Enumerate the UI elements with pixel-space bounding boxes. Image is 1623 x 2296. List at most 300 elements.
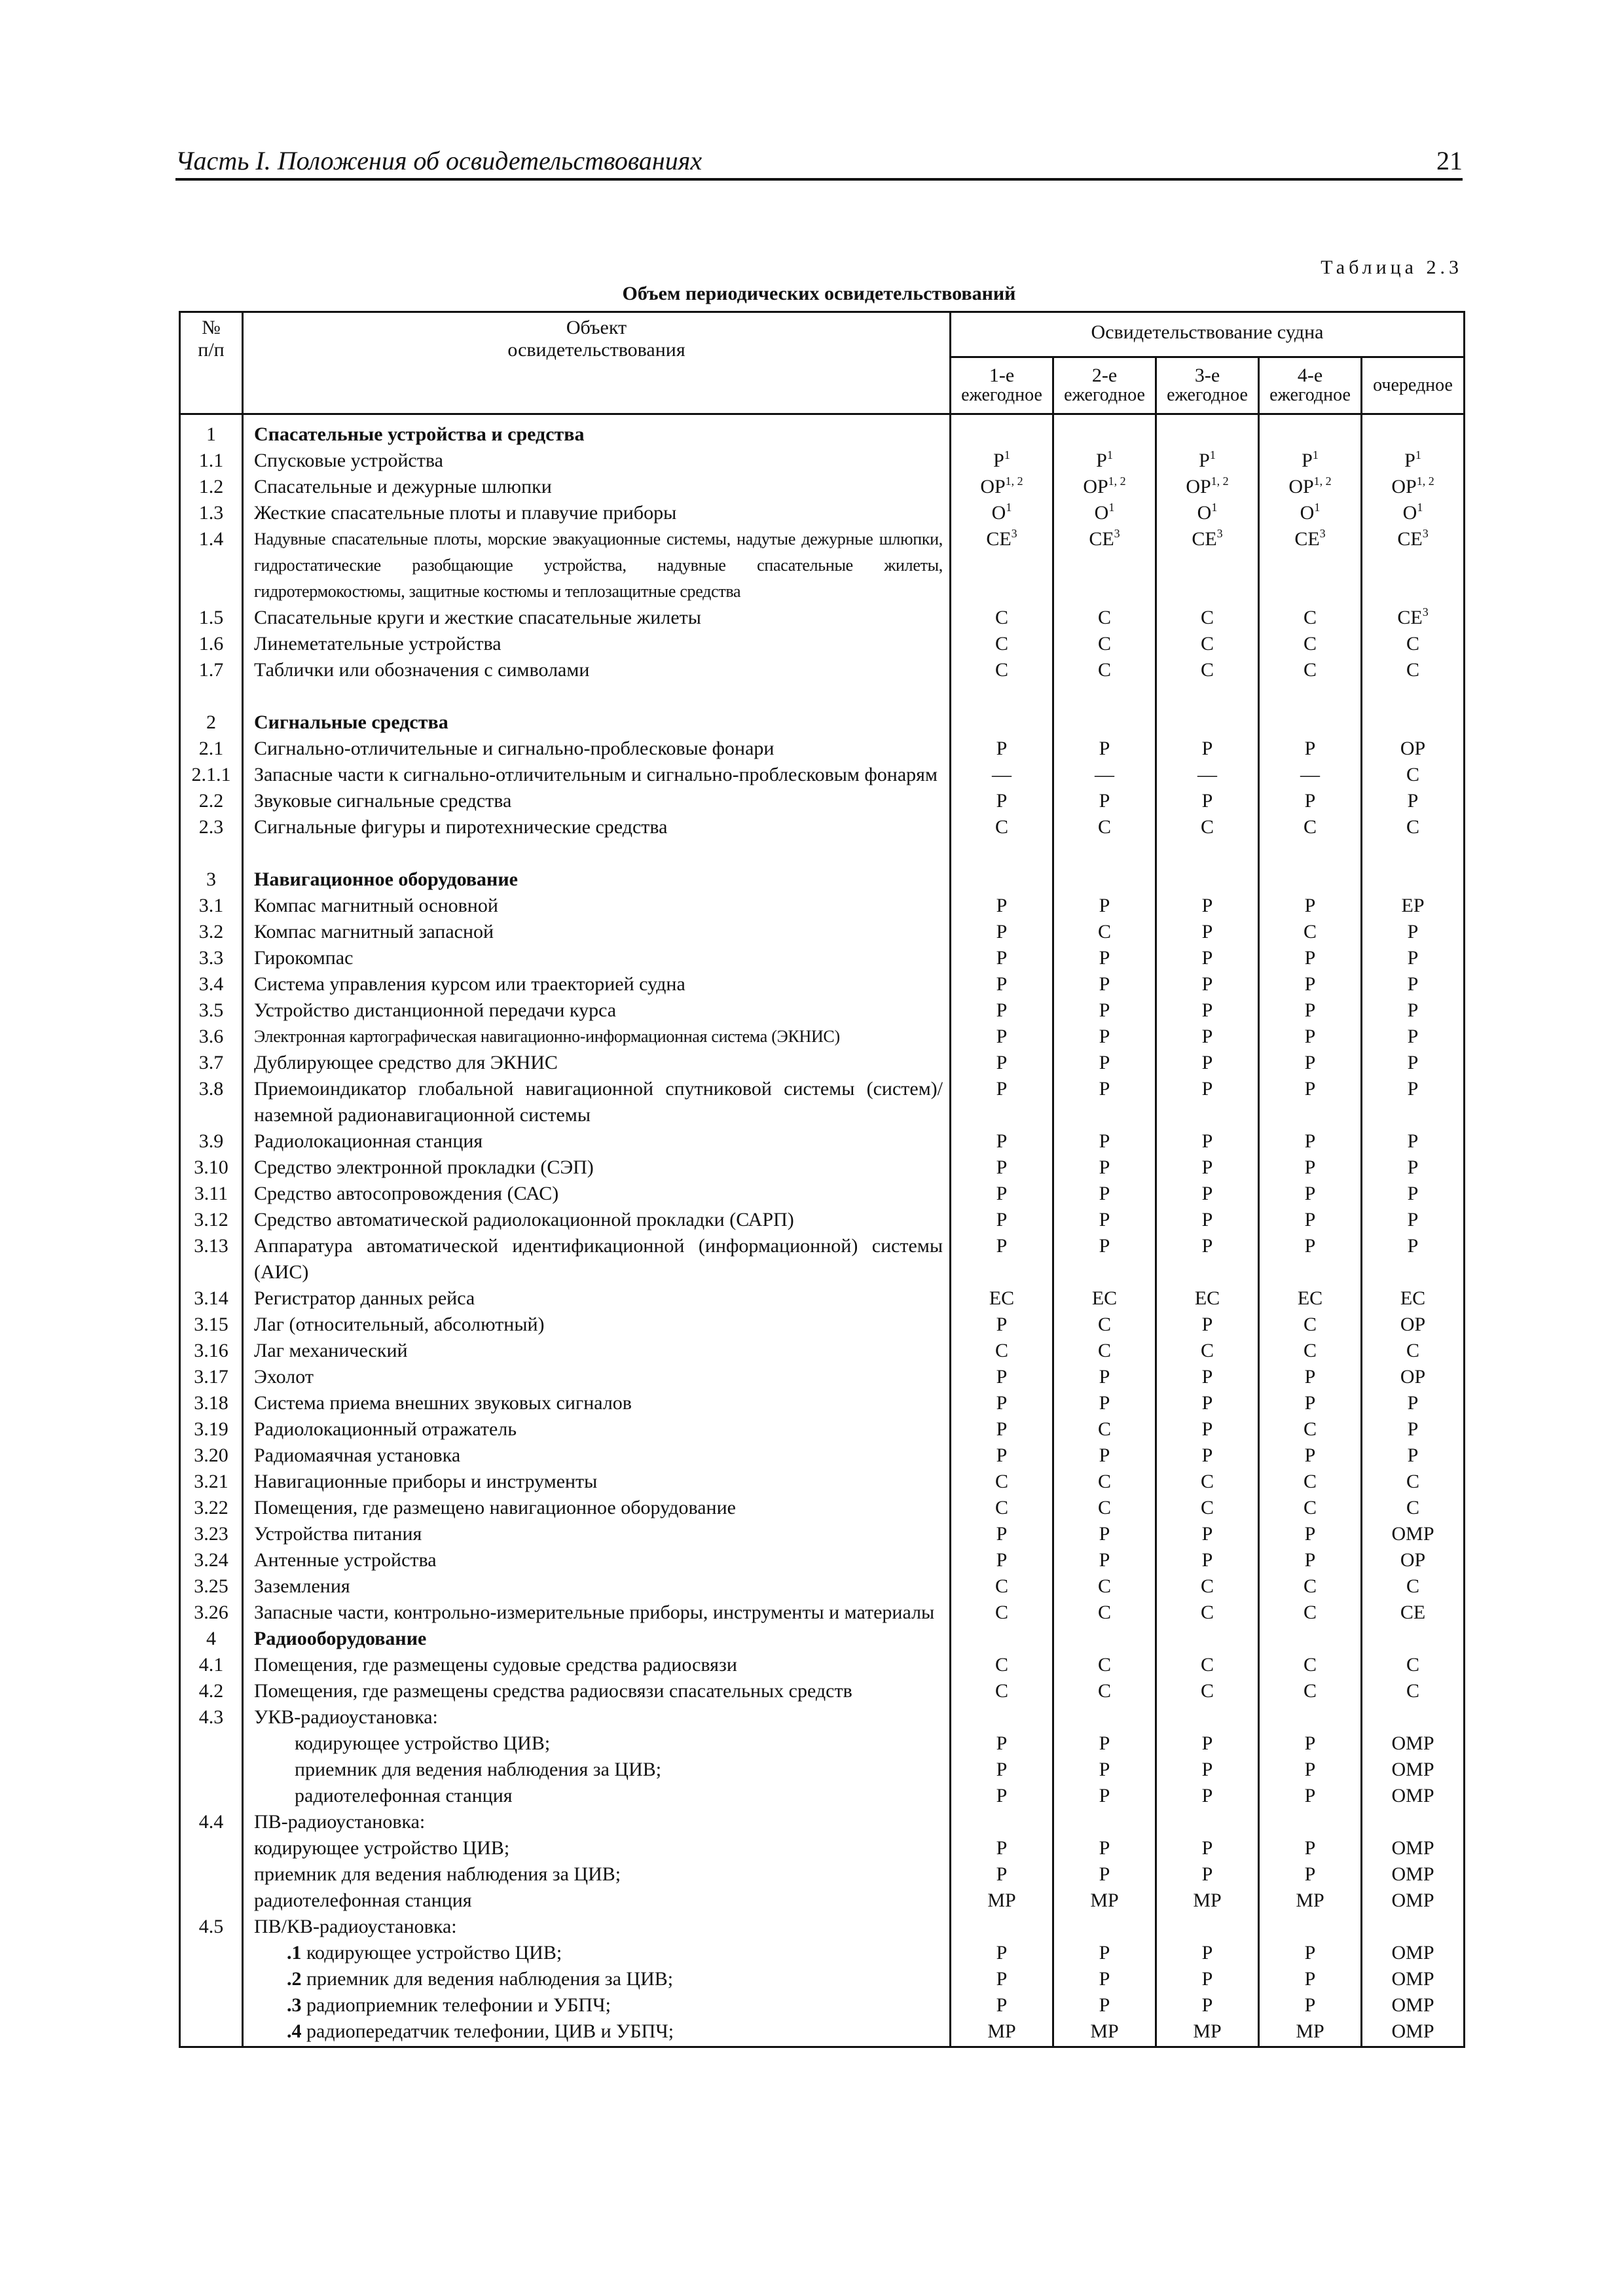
renewal-value: Р — [1362, 1233, 1465, 1285]
annual-3-value — [1156, 1914, 1259, 1940]
renewal-value — [1362, 1704, 1465, 1731]
row-object: Приемоиндикатор глобальной навигационной спутниковой системы (систем)/наземной радионавигационной системы — [243, 1076, 951, 1128]
annual-2-value — [1053, 414, 1156, 448]
row-number: 3.24 — [180, 1547, 243, 1573]
row-number: 1.2 — [180, 474, 243, 500]
row-object: Регистратор данных рейса — [243, 1285, 951, 1312]
annual-1-value: Р — [951, 1050, 1053, 1076]
table-row — [180, 919, 1465, 945]
annual-3-value: Р — [1156, 1128, 1259, 1155]
annual-2-value: Р — [1053, 1024, 1156, 1050]
column-header-object: Объект освидетельствования — [243, 312, 951, 414]
row-object: радиотелефонная станция — [243, 1783, 951, 1809]
table-row — [180, 605, 1465, 631]
annual-2-value: С — [1053, 1338, 1156, 1364]
table-row — [180, 1050, 1465, 1076]
row-number: 4.3 — [180, 1704, 243, 1731]
row-object: Спусковые устройства — [243, 448, 951, 474]
renewal-value: Р — [1362, 945, 1465, 971]
annual-1-value: $О^1$ — [951, 500, 1053, 526]
row-number: 3.5 — [180, 997, 243, 1024]
annual-1-value: Р — [951, 1128, 1053, 1155]
renewal-value: С — [1362, 1573, 1465, 1600]
row-object: Помещения, где размещено навигационное оборудование — [243, 1495, 951, 1521]
annual-1-value: С — [951, 1652, 1053, 1678]
row-number — [180, 2018, 243, 2047]
annual-4-value: Р — [1259, 1050, 1362, 1076]
annual-2-value: ОР$^{1, 2}$ — [1053, 474, 1156, 500]
annual-4-value: Р — [1259, 1364, 1362, 1390]
annual-2-value: С — [1053, 1678, 1156, 1704]
sub-item-number: .2 — [287, 1968, 302, 1990]
table-row — [180, 1443, 1465, 1469]
footnote-ref: 1, 2 — [1313, 475, 1332, 488]
table-row — [180, 1992, 1465, 2018]
annual-2-value: Р — [1053, 1443, 1156, 1469]
annual-4-value: С — [1259, 1416, 1362, 1443]
annual-2-value: Р — [1053, 971, 1156, 997]
annual-2-value: С — [1053, 919, 1156, 945]
annual-4-value — [1259, 1914, 1362, 1940]
table-row — [180, 474, 1465, 500]
annual-4-value: Р — [1259, 1443, 1362, 1469]
row-object: Лаг механический — [243, 1338, 951, 1364]
annual-2-value: С — [1053, 631, 1156, 657]
annual-1-value: Р — [951, 1076, 1053, 1128]
annual-3-value: Р — [1156, 1155, 1259, 1181]
footnote-ref: 1, 2 — [1108, 475, 1126, 488]
annual-1-value: Р — [951, 893, 1053, 919]
row-object: Заземления — [243, 1573, 951, 1600]
table-row — [180, 736, 1465, 762]
sub-item-number: .1 — [287, 1942, 302, 1964]
annual-2-value: Р — [1053, 1390, 1156, 1416]
annual-4-value: Р — [1259, 893, 1362, 919]
footnote-ref: 1 — [1312, 448, 1319, 461]
table-row — [180, 1155, 1465, 1181]
row-object: Сигнальные фигуры и пиротехнические средства — [243, 814, 951, 840]
footnote-ref: 3 — [1422, 527, 1429, 540]
footnote-ref: 3 — [1114, 527, 1120, 540]
row-number: 1.3 — [180, 500, 243, 526]
annual-2-value: С — [1053, 1573, 1156, 1600]
annual-2-value: С — [1053, 1600, 1156, 1626]
annual-2-value: Р — [1053, 1940, 1156, 1966]
annual-2-value: Р — [1053, 1835, 1156, 1861]
annual-1-value: Р — [951, 1783, 1053, 1809]
row-object: Система управления курсом или траекторией судна — [243, 971, 951, 997]
footnote-ref: 1 — [1106, 448, 1113, 461]
table-row — [180, 526, 1465, 605]
annual-4-value — [1259, 414, 1362, 448]
annual-1-value: Р — [951, 1547, 1053, 1573]
row-number: 2.2 — [180, 788, 243, 814]
table-row — [180, 762, 1465, 788]
annual-4-value — [1259, 867, 1362, 893]
annual-1-value: МР — [951, 2018, 1053, 2047]
annual-3-value — [1156, 867, 1259, 893]
annual-1-value: $СЕ^3$ — [951, 526, 1053, 605]
page-header — [175, 145, 1463, 181]
annual-4-value: С — [1259, 1573, 1362, 1600]
row-number: 3.7 — [180, 1050, 243, 1076]
row-object: Дублирующее средство для ЭКНИС — [243, 1050, 951, 1076]
annual-3-value: $СЕ^3$ — [1156, 526, 1259, 605]
annual-4-value: Р — [1259, 945, 1362, 971]
column-header-annual-4: 4-е ежегодное — [1259, 357, 1362, 414]
annual-3-value: Р — [1156, 1521, 1259, 1547]
table-row — [180, 1704, 1465, 1731]
annual-2-value: МР — [1053, 1888, 1156, 1914]
annual-3-value: С — [1156, 605, 1259, 631]
annual-2-value: Р — [1053, 1076, 1156, 1128]
annual-4-value: Р — [1259, 1207, 1362, 1233]
annual-4-value: С — [1259, 1495, 1362, 1521]
sub-item-text: радиоприемник телефонии и УБПЧ; — [306, 1994, 611, 2016]
renewal-value — [1362, 1809, 1465, 1835]
annual-2-value: $Р^1$ — [1053, 448, 1156, 474]
annual-3-value: Р — [1156, 1443, 1259, 1469]
column-header-group: Освидетельствование судна — [951, 312, 1465, 357]
annual-4-value: Р — [1259, 1547, 1362, 1573]
annual-1-value: Р — [951, 1024, 1053, 1050]
annual-3-value: Р — [1156, 1390, 1259, 1416]
table-row — [180, 1390, 1465, 1416]
spacer-row — [180, 840, 1465, 867]
row-number: 4.2 — [180, 1678, 243, 1704]
annual-2-value: Р — [1053, 1521, 1156, 1547]
annual-1-value: ЕС — [951, 1285, 1053, 1312]
row-number: 1.6 — [180, 631, 243, 657]
table-row — [180, 1600, 1465, 1626]
annual-1-value: Р — [951, 1521, 1053, 1547]
table-row — [180, 814, 1465, 840]
footnote-ref: 1, 2 — [1211, 475, 1229, 488]
annual-3-value: Р — [1156, 1940, 1259, 1966]
annual-1-value — [951, 709, 1053, 736]
annual-3-value: МР — [1156, 2018, 1259, 2047]
row-number — [180, 1966, 243, 1992]
annual-1-value — [951, 867, 1053, 893]
column-header-annual-1: 1-е ежегодное — [951, 357, 1053, 414]
renewal-value: Р — [1362, 1076, 1465, 1128]
annual-4-value: $Р^1$ — [1259, 448, 1362, 474]
annual-3-value: МР — [1156, 1888, 1259, 1914]
annual-1-value: Р — [951, 1835, 1053, 1861]
annual-4-value: Р — [1259, 1783, 1362, 1809]
column-header-annual-3: 3-е ежегодное — [1156, 357, 1259, 414]
annual-4-value: Р — [1259, 1521, 1362, 1547]
row-number: 1.4 — [180, 526, 243, 605]
annual-3-value: Р — [1156, 1076, 1259, 1128]
renewal-value: Р — [1362, 788, 1465, 814]
annual-1-value — [951, 1914, 1053, 1940]
annual-4-value: Р — [1259, 1757, 1362, 1783]
row-object: Система приема внешних звуковых сигналов — [243, 1390, 951, 1416]
annual-4-value: Р — [1259, 997, 1362, 1024]
annual-3-value: С — [1156, 631, 1259, 657]
annual-4-value: С — [1259, 1600, 1362, 1626]
annual-2-value: Р — [1053, 1783, 1156, 1809]
annual-4-value: ОР$^{1, 2}$ — [1259, 474, 1362, 500]
annual-1-value: Р — [951, 1155, 1053, 1181]
table-row — [180, 997, 1465, 1024]
row-number: 3.20 — [180, 1443, 243, 1469]
renewal-value: С — [1362, 1338, 1465, 1364]
annual-2-value: — — [1053, 762, 1156, 788]
annual-3-value: С — [1156, 1600, 1259, 1626]
running-title: Часть I. Положения об освидетельствованиях — [175, 146, 702, 175]
table-row — [180, 788, 1465, 814]
renewal-value: Р — [1362, 1207, 1465, 1233]
renewal-value: ОМР — [1362, 1835, 1465, 1861]
annual-3-value: Р — [1156, 1050, 1259, 1076]
row-number: 3.2 — [180, 919, 243, 945]
row-object: кодирующее устройство ЦИВ; — [243, 1835, 951, 1861]
renewal-value: Р — [1362, 1181, 1465, 1207]
sub-item-text: радиопередатчик телефонии, ЦИВ и УБПЧ; — [306, 2020, 674, 2042]
annual-2-value: Р — [1053, 1547, 1156, 1573]
annual-1-value: С — [951, 1600, 1053, 1626]
annual-1-value: — — [951, 762, 1053, 788]
row-object: Звуковые сигнальные средства — [243, 788, 951, 814]
annual-2-value: С — [1053, 814, 1156, 840]
annual-3-value — [1156, 414, 1259, 448]
annual-2-value — [1053, 867, 1156, 893]
annual-4-value: Р — [1259, 1155, 1362, 1181]
renewal-value: Р — [1362, 1390, 1465, 1416]
footnote-ref: 1 — [1004, 448, 1010, 461]
section-row — [180, 414, 1465, 448]
row-number: 3.26 — [180, 1600, 243, 1626]
renewal-value: Р — [1362, 997, 1465, 1024]
annual-4-value: Р — [1259, 971, 1362, 997]
table-row — [180, 1416, 1465, 1443]
table-row — [180, 971, 1465, 997]
annual-4-value: Р — [1259, 1835, 1362, 1861]
annual-4-value: С — [1259, 657, 1362, 683]
annual-3-value: С — [1156, 657, 1259, 683]
annual-3-value: Р — [1156, 788, 1259, 814]
annual-3-value: С — [1156, 1573, 1259, 1600]
footnote-ref: 3 — [1422, 605, 1429, 619]
annual-1-value — [951, 1704, 1053, 1731]
annual-4-value: $СЕ^3$ — [1259, 526, 1362, 605]
renewal-value — [1362, 867, 1465, 893]
row-object: Аппаратура автоматической идентификационной (информационной) системы (АИС) — [243, 1233, 951, 1285]
renewal-value: ОР — [1362, 736, 1465, 762]
row-object: Компас магнитный основной — [243, 893, 951, 919]
table-row — [180, 1521, 1465, 1547]
row-number: 3.8 — [180, 1076, 243, 1128]
annual-4-value: Р — [1259, 1940, 1362, 1966]
annual-3-value: Р — [1156, 1312, 1259, 1338]
table-row — [180, 893, 1465, 919]
annual-3-value: С — [1156, 1652, 1259, 1678]
annual-1-value: Р — [951, 1312, 1053, 1338]
table-row — [180, 1914, 1465, 1940]
renewal-value: ОМР — [1362, 1521, 1465, 1547]
annual-1-value: Р — [951, 997, 1053, 1024]
renewal-value: ОМР — [1362, 2018, 1465, 2047]
renewal-value: ОР — [1362, 1547, 1465, 1573]
row-number: 2 — [180, 709, 243, 736]
table-body — [180, 414, 1465, 2047]
row-object: Надувные спасательные плоты, морские эвакуационные системы, надутые дежурные шлюпки, гидростатические разобщающие устройства, надувные спасательные жилеты, гидротермокостюмы, защитные костюмы и теплозащитные средства — [243, 526, 951, 605]
annual-1-value: Р — [951, 1443, 1053, 1469]
renewal-value: ОМР — [1362, 1888, 1465, 1914]
renewal-value: С — [1362, 762, 1465, 788]
table-row — [180, 1966, 1465, 1992]
annual-4-value: Р — [1259, 1076, 1362, 1128]
annual-4-value: С — [1259, 814, 1362, 840]
row-number: 3.1 — [180, 893, 243, 919]
renewal-value: $СЕ^3$ — [1362, 605, 1465, 631]
annual-1-value: С — [951, 814, 1053, 840]
row-object: Сигнальные средства — [243, 709, 951, 736]
annual-1-value: ОР$^{1, 2}$ — [951, 474, 1053, 500]
row-object: Средство электронной прокладки (СЭП) — [243, 1155, 951, 1181]
row-object: Жесткие спасательные плоты и плавучие приборы — [243, 500, 951, 526]
annual-3-value — [1156, 1626, 1259, 1652]
annual-3-value: ОР$^{1, 2}$ — [1156, 474, 1259, 500]
table-label: Таблица 2.3 — [1321, 257, 1463, 278]
annual-3-value: Р — [1156, 945, 1259, 971]
renewal-value: СЕ — [1362, 1600, 1465, 1626]
row-number: 3.23 — [180, 1521, 243, 1547]
row-number — [180, 1783, 243, 1809]
annual-1-value: Р — [951, 788, 1053, 814]
annual-4-value: С — [1259, 605, 1362, 631]
annual-3-value: С — [1156, 1495, 1259, 1521]
footnote-ref: 1 — [1415, 448, 1421, 461]
annual-1-value: Р — [951, 1940, 1053, 1966]
row-number: 3.16 — [180, 1338, 243, 1364]
renewal-value: С — [1362, 631, 1465, 657]
column-header-annual-2: 2-е ежегодное — [1053, 357, 1156, 414]
footnote-ref: 1 — [1211, 501, 1218, 514]
row-object: Средство автоматической радиолокационной прокладки (САРП) — [243, 1207, 951, 1233]
annual-3-value: Р — [1156, 971, 1259, 997]
row-number: 3.21 — [180, 1469, 243, 1495]
page-number: 21 — [1436, 146, 1463, 175]
row-number — [180, 1731, 243, 1757]
spacer-row — [180, 683, 1465, 709]
renewal-value: ОМР — [1362, 1757, 1465, 1783]
annual-4-value: Р — [1259, 1390, 1362, 1416]
row-number: 3.14 — [180, 1285, 243, 1312]
annual-2-value — [1053, 709, 1156, 736]
annual-1-value: Р — [951, 1390, 1053, 1416]
annual-2-value — [1053, 1704, 1156, 1731]
row-number: 4.5 — [180, 1914, 243, 1940]
renewal-value — [1362, 414, 1465, 448]
row-object: Устройства питания — [243, 1521, 951, 1547]
row-object: Спасательные круги и жесткие спасательные жилеты — [243, 605, 951, 631]
table-title: Объем периодических освидетельствований — [622, 283, 1016, 304]
renewal-value: $Р^1$ — [1362, 448, 1465, 474]
annual-4-value — [1259, 1626, 1362, 1652]
row-object: приемник для ведения наблюдения за ЦИВ; — [243, 1861, 951, 1888]
table-row — [180, 1181, 1465, 1207]
annual-1-value: Р — [951, 1416, 1053, 1443]
renewal-value: Р — [1362, 1416, 1465, 1443]
row-number: 3.17 — [180, 1364, 243, 1390]
row-number: 2.1.1 — [180, 762, 243, 788]
annual-1-value: Р — [951, 736, 1053, 762]
row-object: ПВ/КВ-радиоустановка: — [243, 1914, 951, 1940]
footnote-ref: 1 — [1209, 448, 1216, 461]
row-object: Радиолокационный отражатель — [243, 1416, 951, 1443]
survey-table — [179, 311, 1465, 2048]
annual-3-value: Р — [1156, 1861, 1259, 1888]
table-row — [180, 1783, 1465, 1809]
annual-3-value: Р — [1156, 1992, 1259, 2018]
row-number: 1.5 — [180, 605, 243, 631]
renewal-value: ОР — [1362, 1364, 1465, 1390]
row-number: 1.1 — [180, 448, 243, 474]
annual-2-value: С — [1053, 1495, 1156, 1521]
row-number: 1 — [180, 414, 243, 448]
row-number: 3.10 — [180, 1155, 243, 1181]
row-object — [243, 1992, 951, 2018]
annual-2-value: С — [1053, 1416, 1156, 1443]
annual-3-value: Р — [1156, 1757, 1259, 1783]
row-number: 4.1 — [180, 1652, 243, 1678]
table-row — [180, 2018, 1465, 2047]
renewal-value: ОМР — [1362, 1731, 1465, 1757]
annual-4-value: МР — [1259, 2018, 1362, 2047]
annual-3-value: Р — [1156, 736, 1259, 762]
row-number — [180, 1992, 243, 2018]
renewal-value: С — [1362, 1678, 1465, 1704]
renewal-value: С — [1362, 657, 1465, 683]
annual-1-value: С — [951, 1678, 1053, 1704]
annual-3-value: Р — [1156, 1207, 1259, 1233]
table-row — [180, 1338, 1465, 1364]
table-row — [180, 1312, 1465, 1338]
annual-3-value: С — [1156, 814, 1259, 840]
annual-2-value: С — [1053, 1469, 1156, 1495]
row-object: Запасные части, контрольно-измерительные приборы, инструменты и материалы — [243, 1600, 951, 1626]
annual-3-value: Р — [1156, 919, 1259, 945]
table-row — [180, 945, 1465, 971]
annual-2-value: $О^1$ — [1053, 500, 1156, 526]
annual-3-value: Р — [1156, 997, 1259, 1024]
row-object: Помещения, где размещены средства радиосвязи спасательных средств — [243, 1678, 951, 1704]
row-number: 2.3 — [180, 814, 243, 840]
column-header-renewal: очередное — [1362, 357, 1465, 414]
table-row — [180, 1809, 1465, 1835]
renewal-value: ОР — [1362, 1312, 1465, 1338]
annual-2-value: ЕС — [1053, 1285, 1156, 1312]
annual-4-value: ЕС — [1259, 1285, 1362, 1312]
annual-1-value — [951, 1809, 1053, 1835]
row-number: 3.25 — [180, 1573, 243, 1600]
table-row — [180, 1678, 1465, 1704]
renewal-value: С — [1362, 814, 1465, 840]
row-object: Радиооборудование — [243, 1626, 951, 1652]
renewal-value: С — [1362, 1495, 1465, 1521]
table-row — [180, 657, 1465, 683]
section-row — [180, 709, 1465, 736]
annual-3-value — [1156, 1704, 1259, 1731]
row-number: 3.4 — [180, 971, 243, 997]
annual-2-value: Р — [1053, 1181, 1156, 1207]
table-row — [180, 1731, 1465, 1757]
annual-4-value: Р — [1259, 1233, 1362, 1285]
table-row — [180, 1233, 1465, 1285]
